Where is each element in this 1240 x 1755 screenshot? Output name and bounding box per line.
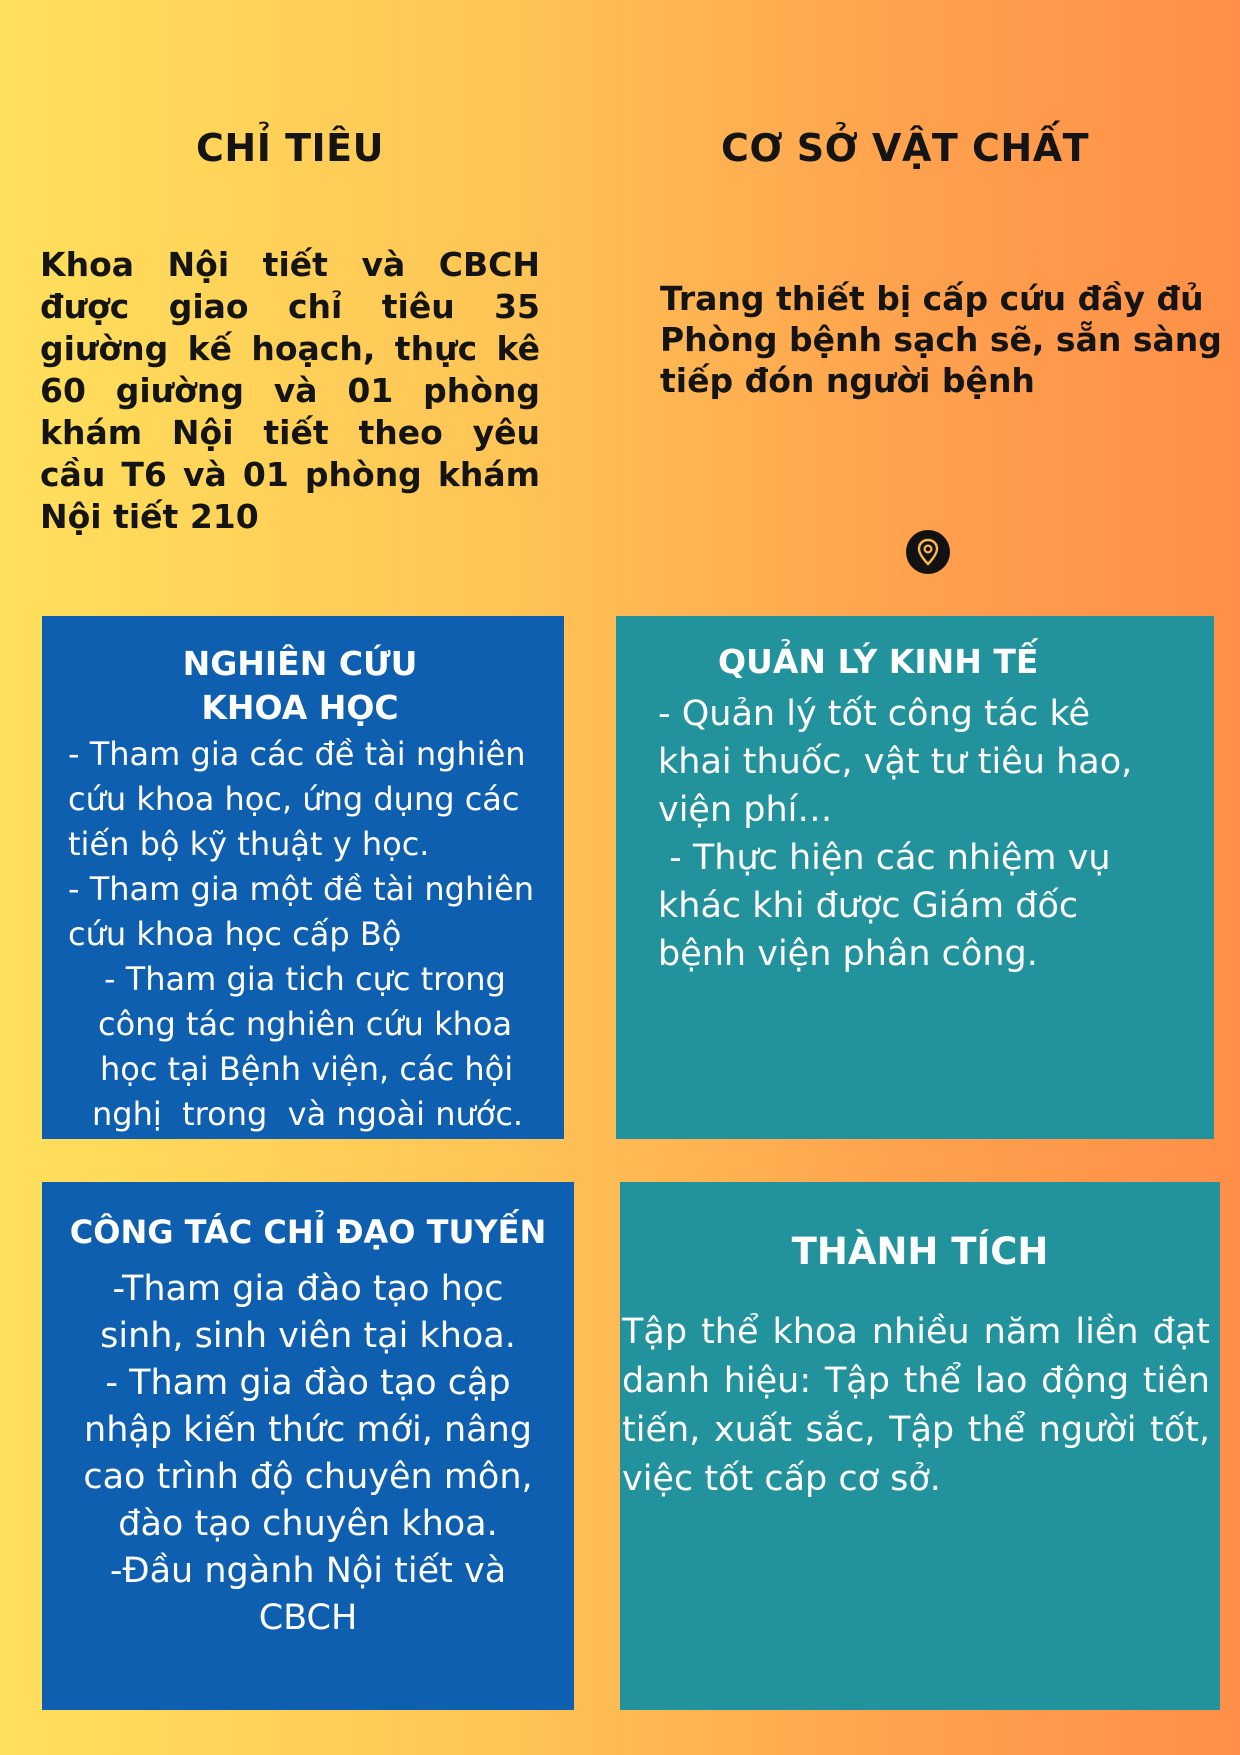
nghien-cuu-line: công tác nghiên cứu khoa	[98, 1005, 513, 1043]
chi-dao-line: cao trình độ chuyên môn,	[83, 1457, 533, 1497]
thanh-tich-text: Tập thể khoa nhiều năm liền đạt danh hiệu: Tập thể lao động tiên tiến, xuất sắc, Tập thể người tốt, việc tốt cấp cơ sở.	[622, 1312, 1210, 1499]
quan-ly-line: - Thực hiện các nhiệm vụ	[658, 838, 1111, 878]
nghien-cuu-title-line-2: KHOA HỌC	[201, 688, 399, 727]
quan-ly-box	[616, 616, 1214, 1139]
co-so-line-2: Phòng bệnh sạch sẽ, sẵn sàng	[660, 320, 1222, 359]
quan-ly-line: viện phí…	[658, 790, 833, 830]
chi-tieu-heading: CHỈ TIÊU	[196, 126, 384, 170]
chi-dao-line: -Tham gia đào tạo học	[112, 1269, 504, 1309]
nghien-cuu-line: tiến bộ kỹ thuật y học.	[68, 825, 430, 863]
chi-dao-tuyen-box	[42, 1182, 574, 1710]
quan-ly-line: khai thuốc, vật tư tiêu hao,	[658, 742, 1133, 782]
chi-dao-tuyen-title: CÔNG TÁC CHỈ ĐẠO TUYẾN	[69, 1213, 547, 1251]
chi-dao-line: sinh, sinh viên tại khoa.	[100, 1316, 516, 1356]
nghien-cuu-line: - Tham gia các đề tài nghiên	[68, 735, 526, 773]
nghien-cuu-line: cứu khoa học cấp Bộ	[68, 915, 402, 953]
chi-dao-line: đào tạo chuyên khoa.	[118, 1504, 498, 1544]
chi-dao-line: - Tham gia đào tạo cập	[105, 1363, 511, 1403]
co-so-line-3: tiếp đón người bệnh	[660, 361, 1035, 400]
nghien-cuu-line: - Tham gia một đề tài nghiên	[68, 870, 535, 908]
nghien-cuu-line: học tại Bệnh viện, các hội	[100, 1050, 514, 1088]
location-pin-icon	[906, 530, 950, 574]
co-so-vat-chat-text	[660, 278, 1240, 401]
co-so-vat-chat-heading: CƠ SỞ VẬT CHẤT	[720, 126, 1090, 170]
chi-dao-tuyen-body	[42, 1266, 574, 1642]
nghien-cuu-line: nghị trong và ngoài nước.	[92, 1095, 524, 1133]
thanh-tich-title: THÀNH TÍCH	[791, 1230, 1049, 1273]
quan-ly-title: QUẢN LÝ KINH TẾ	[718, 642, 1039, 681]
nghien-cuu-title	[42, 642, 558, 730]
nghien-cuu-line: cứu khoa học, ứng dụng các	[68, 780, 520, 818]
chi-dao-line: -Đầu ngành Nội tiết và	[109, 1551, 507, 1591]
chi-tieu-text: Khoa Nội tiết và CBCH được giao chỉ tiêu 35 giường kế hoạch, thực kê 60 giường và 01 phòng khám Nội tiết theo yêu cầu T6 và 01 phòng khám Nội tiết 210	[40, 245, 540, 536]
quan-ly-line: bệnh viện phân công.	[658, 934, 1038, 974]
nghien-cuu-box	[42, 616, 564, 1139]
nghien-cuu-body	[42, 732, 564, 1137]
chi-dao-line: nhập kiến thức mới, nâng	[84, 1410, 532, 1450]
nghien-cuu-line: - Tham gia tich cực trong	[104, 960, 506, 998]
nghien-cuu-title-line-1: NGHIÊN CỨU	[182, 644, 418, 683]
thanh-tich-box	[620, 1182, 1220, 1710]
co-so-line-1: Trang thiết bị cấp cứu đầy đủ	[660, 279, 1204, 318]
quan-ly-body	[658, 690, 1198, 978]
quan-ly-line: khác khi được Giám đốc	[658, 886, 1079, 926]
quan-ly-line: - Quản lý tốt công tác kê	[658, 694, 1091, 734]
chi-dao-line: CBCH	[258, 1598, 358, 1638]
